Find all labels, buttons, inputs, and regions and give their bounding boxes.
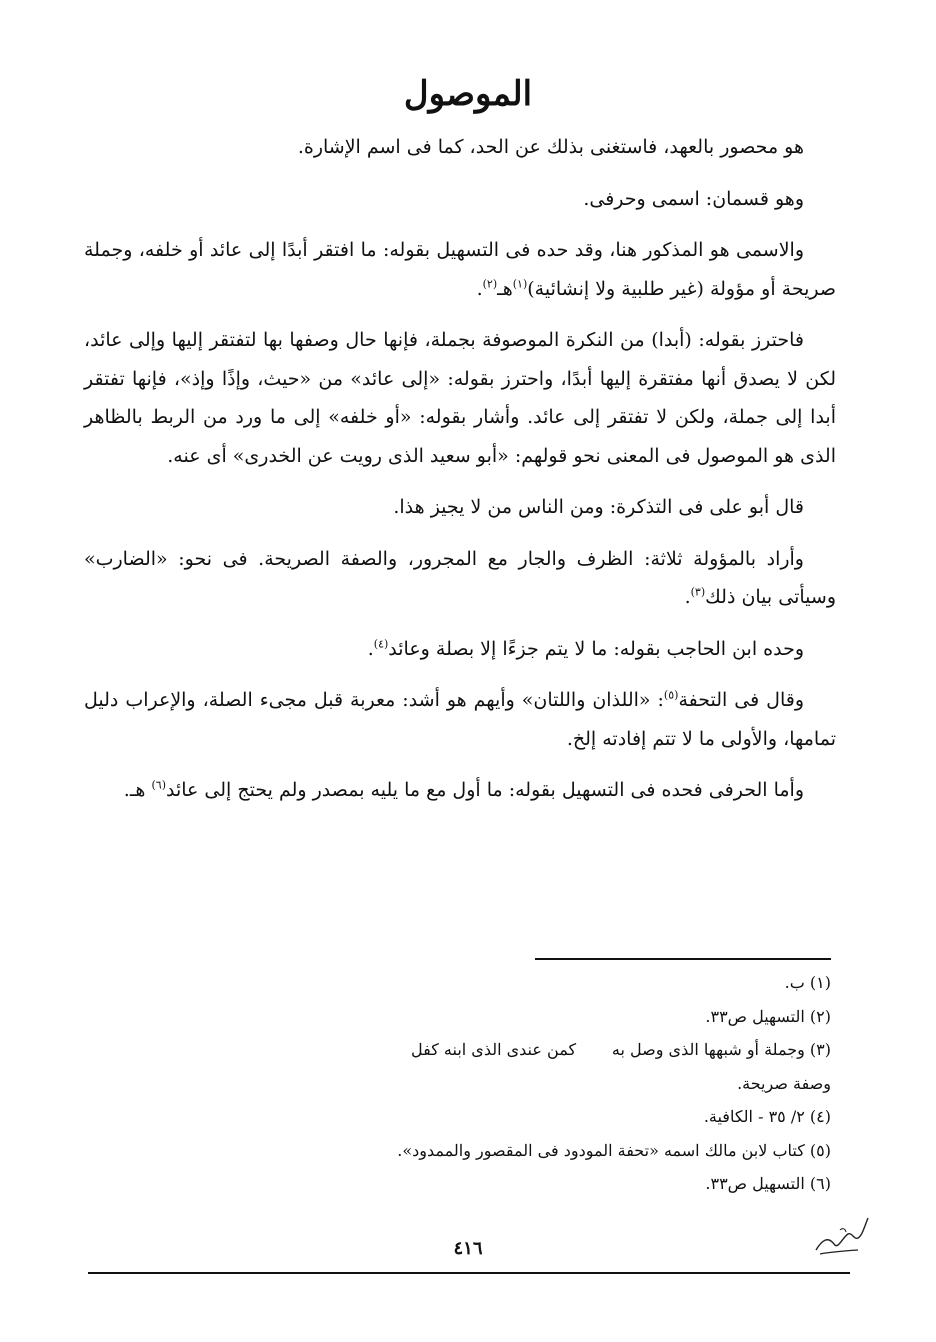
footnotes xyxy=(111,966,831,1201)
footnote-divider xyxy=(535,958,831,960)
paragraph-8-text-a: وقال فى التحفة xyxy=(678,689,804,711)
period: . xyxy=(476,277,483,300)
main-text xyxy=(84,128,836,823)
paragraph-5-text: قال أبو على فى التذكرة: ومن الناس من لا يجيز هذا. xyxy=(393,496,804,518)
footnote-3-row xyxy=(111,1033,831,1067)
paragraph-7-text: وحده ابن الحاجب بقوله: ما لا يتم جزءًا إلا بصلة وعائد xyxy=(388,637,804,660)
paragraph-5 xyxy=(84,488,836,527)
footnote-ref-1: (١) xyxy=(512,277,528,291)
period: . xyxy=(684,586,691,608)
footnote-2: (٢) التسهيل ص٣٣. xyxy=(705,1006,831,1026)
handwritten-signature xyxy=(812,1210,870,1258)
footnote-3-continued: وصفة صريحة. xyxy=(737,1073,831,1093)
paragraph-7 xyxy=(84,630,836,669)
footnote-5: (٥) كتاب لابن مالك اسمه «تحفة المودود فى المقصور والممدود». xyxy=(397,1140,831,1160)
footnote-ref-5: (٥) xyxy=(663,688,679,702)
bottom-rule xyxy=(88,1272,850,1274)
footnote-3: (٣) وجملة أو شبهها الذى وصل به xyxy=(611,1040,831,1059)
paragraph-6-text: وأراد بالمؤولة ثلاثة: الظرف والجار مع المجرور، والصفة الصريحة. فى نحو: «الضارب» وسيأتى بيان ذلك xyxy=(84,547,836,608)
page-number: ٤١٦ xyxy=(453,1238,483,1259)
footnote-ref-2: (٢) xyxy=(482,277,498,291)
paragraph-4 xyxy=(84,321,836,475)
paragraph-9-end: هـ. xyxy=(123,779,146,801)
footnote-ref-6: (٦) xyxy=(151,778,166,792)
paragraph-3-text: والاسمى هو المذكور هنا، وقد حده فى التسهيل بقوله: ما افتقر أبدًا إلى عائد أو خلفه، وجملة صريحة أو مؤولة (غير طلبية ولا إنشائية) xyxy=(84,239,836,300)
paragraph-1 xyxy=(84,128,836,167)
paragraph-3 xyxy=(84,231,836,308)
footnote-6: (٦) التسهيل ص٣٣. xyxy=(705,1174,831,1193)
page-title: الموصول xyxy=(403,74,533,114)
end-ha: هـ xyxy=(497,277,513,300)
paragraph-4-text: فاحترز بقوله: (أبدا) من النكرة الموصوفة بجملة، فإنها حال وصفها بها لتفتقر إليها وإلى عائد، لكن لا يصدق أنها مفتقرة إليها أبدًا، واحترز بقوله: «إلى عائد» من «حيث، وإذًا وإذ»، فإنها تفتقر أبدا إلى جملة، ولكن لا تفتقر إلى عائد. وأشار بقوله: «أو خلفه» إلى ما ورد من الربط بالظاهر الذى هو الموصول فى المعنى نحو قولهم: «أبو سعيد الذى رويت عن الخدرى» أى عنه. xyxy=(84,329,836,467)
paragraph-2-text: وهو قسمان: اسمى وحرفى. xyxy=(583,187,804,210)
footnote-ref-4: (٤) xyxy=(373,637,389,651)
footnote-ref-3: (٣) xyxy=(690,585,706,599)
footnote-1: (١) ب. xyxy=(784,973,831,992)
footnote-4: (٤) ٢/ ٣٥ - الكافية. xyxy=(703,1107,831,1126)
paragraph-8: وقال فى التحفة$^{(٥)}$: «اللذان واللتان» وأيهم هو أشد: معربة قبل مجىء الصلة، والإعراب دليل تمامها، والأولى ما لا تتم إفادته إلخ. xyxy=(84,688,836,750)
period: . xyxy=(367,637,374,660)
paragraph-9-text: وأما الحرفى فحده فى التسهيل بقوله: ما أول مع ما يليه بمصدر ولم يحتج إلى عائد xyxy=(166,779,804,801)
paragraph-1-text: هو محصور بالعهد، فاستغنى بذلك عن الحد، كما فى اسم الإشارة. xyxy=(297,136,804,158)
footnote-3-verse: كمن عندى الذى ابنه كفل xyxy=(411,1040,577,1059)
paragraph-2 xyxy=(84,180,836,219)
paragraph-8-text-b: «اللذان واللتان» وأيهم هو أشد: معربة قبل مجىء الصلة، والإعراب دليل تمامها، والأولى ما لا تتم إفادته إلخ. xyxy=(84,689,836,750)
paragraph-9 xyxy=(84,771,836,810)
paragraph-6 xyxy=(84,540,836,617)
